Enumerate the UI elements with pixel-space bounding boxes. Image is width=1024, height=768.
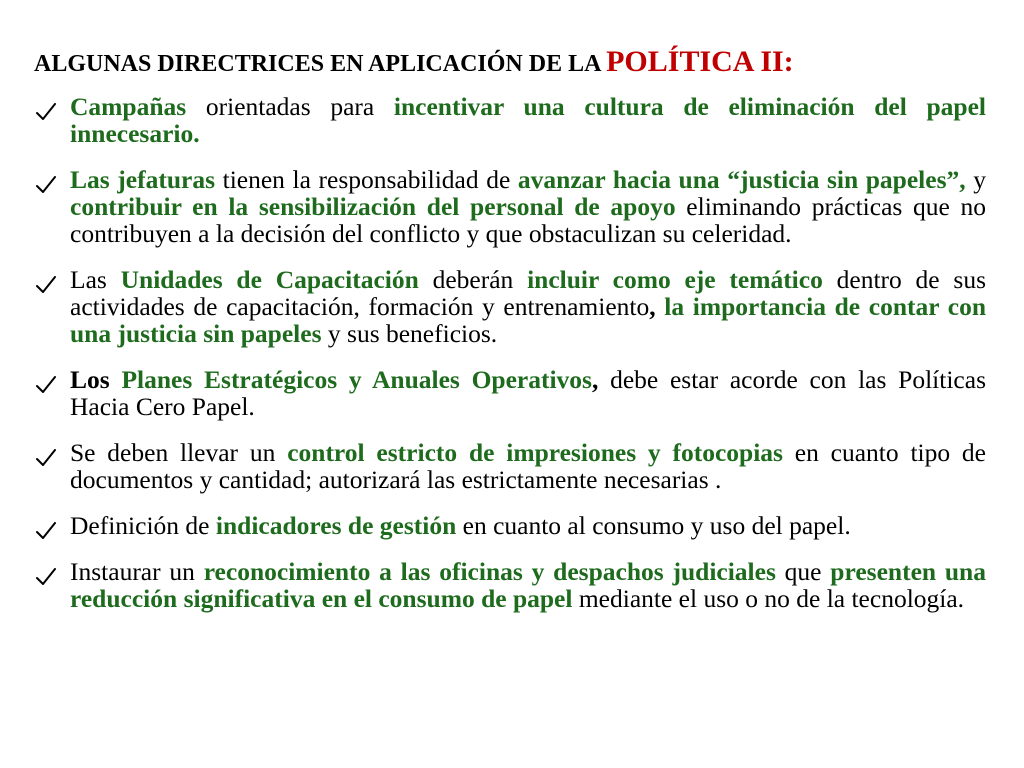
directive-text-segment: orientadas para <box>186 92 394 121</box>
check-icon <box>36 445 56 463</box>
slide-title-highlight: POLÍTICA II: <box>606 45 794 79</box>
emphasis-text: la importancia de contar con una justicia sin papeles <box>70 292 987 348</box>
check-icon <box>36 564 56 582</box>
emphasis-text: indicadores de gestión <box>215 511 457 540</box>
directive-text <box>70 438 986 494</box>
emphasis-text: Planes Estratégicos y Anuales Operativos <box>121 365 592 394</box>
slide-title-prefix: ALGUNAS DIRECTRICES EN APLICACIÓN DE LA <box>34 51 607 78</box>
directive-text <box>70 511 851 540</box>
emphasis-text: incentivar una cultura de eliminación del papel innecesario. <box>70 92 987 148</box>
directive-text <box>70 557 986 613</box>
emphasis-text: contribuir en la sensibilización del personal de apoyo <box>70 192 676 221</box>
directive-text-segment: Definición de <box>70 511 216 540</box>
emphasis-text: Las jefaturas <box>70 165 216 194</box>
emphasis-text: control estricto de impresiones y fotocopias <box>287 438 783 467</box>
check-icon <box>36 272 56 290</box>
directive-item <box>34 93 986 147</box>
directive-text-segment: en cuanto al consumo y uso del papel. <box>456 511 851 540</box>
directives-list <box>34 93 986 631</box>
emphasis-text: Unidades de Capacitación <box>120 265 419 294</box>
directive-text-segment: Los <box>70 365 110 394</box>
directive-item <box>34 512 986 539</box>
directive-item <box>34 366 986 420</box>
directive-text-segment: , <box>649 292 656 321</box>
directive-text-segment: dentro de sus actividades de capacitación, formación y entrenamiento <box>70 265 986 321</box>
directive-text-segment: Las <box>70 265 121 294</box>
emphasis-text: presenten una reducción significativa en el consumo de papel <box>70 557 986 613</box>
directive-text <box>70 165 986 248</box>
directive-text-segment: que <box>775 557 831 586</box>
directive-text-segment: y sus beneficios. <box>321 319 498 348</box>
slide-title <box>34 46 994 80</box>
directive-text-segment: y <box>965 165 986 194</box>
emphasis-text: avanzar hacia una “justicia sin papeles”, <box>517 165 966 194</box>
directive-text <box>70 92 986 148</box>
check-icon <box>36 99 56 117</box>
directive-text-segment <box>656 292 665 321</box>
directive-text <box>70 365 986 421</box>
directive-text-segment: , <box>591 365 599 394</box>
emphasis-text: reconocimiento a las oficinas y despachos judiciales <box>203 557 776 586</box>
directive-text-segment: mediante el uso o no de la tecnología. <box>572 584 965 613</box>
directive-text-segment: Instaurar un <box>70 557 204 586</box>
directive-text-segment: deberán <box>418 265 528 294</box>
check-icon <box>36 518 56 536</box>
directive-item <box>34 439 986 493</box>
emphasis-text: incluir como eje temático <box>527 265 823 294</box>
directive-text-segment: eliminando prácticas que no contribuyen a la decisión del conflicto y que obstaculizan su celeridad. <box>70 192 986 248</box>
check-icon <box>36 372 56 390</box>
directive-item <box>34 266 986 347</box>
directive-text-segment: Se deben llevar un <box>70 438 288 467</box>
directive-text-segment: debe estar acorde con las Políticas Hacia Cero Papel. <box>70 365 986 421</box>
directive-text-segment <box>110 365 122 394</box>
directive-item <box>34 166 986 247</box>
directive-text-segment: en cuanto tipo de documentos y cantidad; autorizará las estrictamente necesarias . <box>70 438 987 494</box>
directive-text <box>70 265 986 348</box>
directive-item <box>34 558 986 612</box>
directive-text-segment: tienen la responsabilidad de <box>215 165 518 194</box>
emphasis-text: Campañas <box>70 92 187 121</box>
check-icon <box>36 172 56 190</box>
